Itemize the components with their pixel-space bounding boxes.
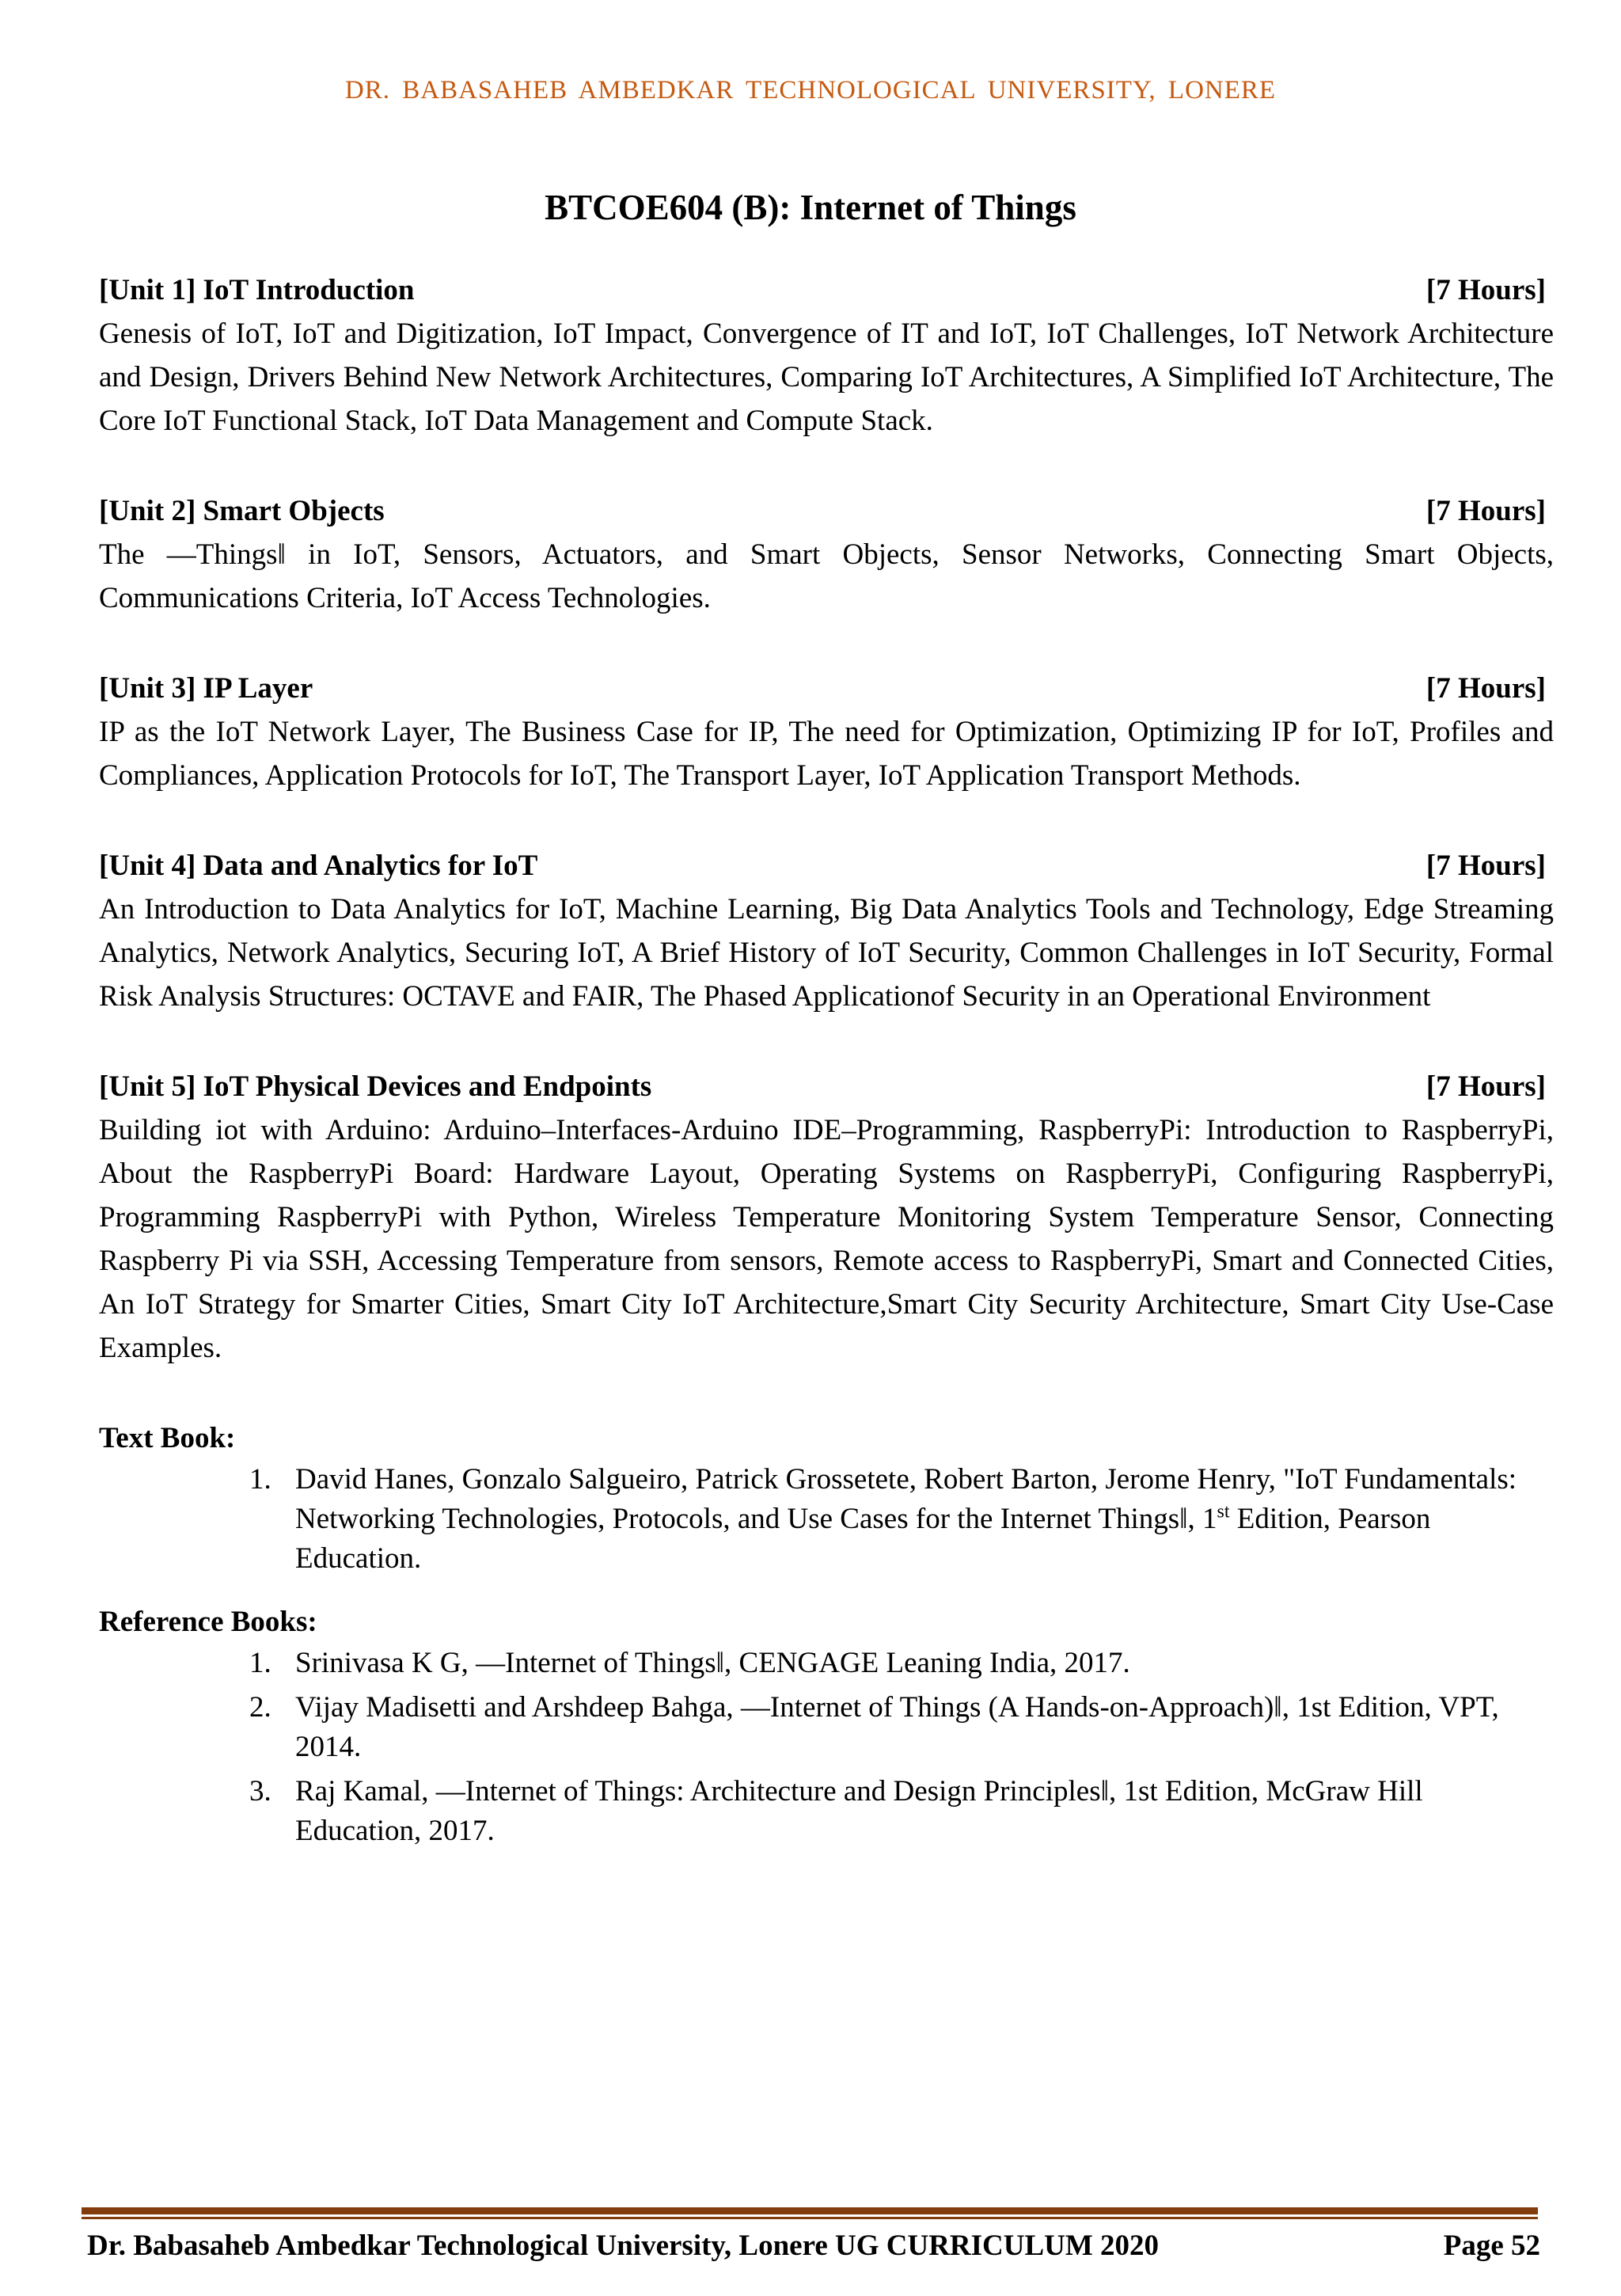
unit-2	[99, 490, 1554, 620]
syllabus-content	[99, 269, 1554, 1873]
unit-4-heading: [Unit 4] Data and Analytics for IoT	[99, 850, 538, 882]
list-item	[249, 1772, 1554, 1851]
text-book-heading: Text Book:	[99, 1422, 236, 1454]
unit-5-heading: [Unit 5] IoT Physical Devices and Endpoints	[99, 1070, 652, 1103]
unit-3-body: IP as the IoT Network Layer, The Business Case for IP, The need for Optimization, Optimizing IP for IoT, Profiles and Compliances, Application Protocols for IoT, The Transport Layer, IoT Application Transport Methods.	[99, 716, 1554, 792]
unit-3-heading: [Unit 3] IP Layer	[99, 672, 313, 705]
reference-book-entry: Raj Kamal, ―Internet of Things: Architecture and Design Principles‖, 1st Edition, McGraw Hill Education, 2017.	[295, 1775, 1423, 1847]
unit-5	[99, 1066, 1554, 1370]
list-item	[249, 1460, 1554, 1579]
unit-3	[99, 667, 1554, 797]
page-number: Page 52	[1443, 2229, 1540, 2262]
list-item	[249, 1644, 1554, 1683]
unit-1-body: Genesis of IoT, IoT and Digitization, IoT Impact, Convergence of IT and IoT, IoT Challenges, IoT Network Architecture and Design, Drivers Behind New Network Architectures, Comparing IoT Architectures, A Simplified IoT Architecture, The Core IoT Functional Stack, IoT Data Management and Compute Stack.	[99, 317, 1554, 437]
page-footer	[87, 2229, 1540, 2263]
unit-2-heading: [Unit 2] Smart Objects	[99, 495, 385, 527]
text-book-list	[249, 1460, 1554, 1579]
list-number: 1.	[249, 1463, 271, 1496]
unit-2-body: The ―Things‖ in IoT, Sensors, Actuators, and Smart Objects, Sensor Networks, Connecting Smart Objects, Communications Criteria, IoT Access Technologies.	[99, 538, 1554, 614]
unit-3-hours: [7 Hours]	[1425, 672, 1546, 705]
list-item	[249, 1688, 1554, 1767]
footer-university: Dr. Babasaheb Ambedkar Technological University, Lonere UG CURRICULUM 2020	[87, 2229, 1160, 2262]
reference-books-list	[249, 1644, 1554, 1851]
unit-4-body: An Introduction to Data Analytics for IoT, Machine Learning, Big Data Analytics Tools and Technology, Edge Streaming Analytics, Network Analytics, Securing IoT, A Brief History of IoT Security, Common Challenges in IoT Security, Formal Risk Analysis Structures: OCTAVE and FAIR, The Phased Applicationof Security in an Operational Environment	[99, 893, 1554, 1013]
footer-divider	[82, 2207, 1538, 2214]
unit-1	[99, 269, 1554, 443]
unit-4	[99, 845, 1554, 1018]
page-title: BTCOE604 (B): Internet of Things	[545, 188, 1076, 227]
reference-book-entry: Vijay Madisetti and Arshdeep Bahga, ―Internet of Things (A Hands-on-Approach)‖, 1st Edition, VPT, 2014.	[295, 1691, 1499, 1763]
page-header: DR. BABASAHEB AMBEDKAR TECHNOLOGICAL UNIVERSITY, LONERE	[344, 76, 1277, 105]
unit-5-body: Building iot with Arduino: Arduino–Interfaces-Arduino IDE–Programming, RaspberryPi: Introduction to RaspberryPi, About the RaspberryPi Board: Hardware Layout, Operating Systems on RaspberryPi, Configuring RaspberryPi, Programming RaspberryPi with Python, Wireless Temperature Monitoring System Temperature Sensor, Connecting Raspberry Pi via SSH, Accessing Temperature from sensors, Remote access to RaspberryPi, Smart and Connected Cities, An IoT Strategy for Smarter Cities, Smart City IoT Architecture,Smart City Security Architecture, Smart City Use-Case Examples.	[99, 1114, 1554, 1364]
reference-books-heading: Reference Books:	[99, 1606, 317, 1638]
list-number: 1.	[249, 1647, 271, 1679]
reference-book-entry: Srinivasa K G, ―Internet of Things‖, CENGAGE Leaning India, 2017.	[295, 1647, 1130, 1679]
unit-2-hours: [7 Hours]	[1425, 495, 1546, 527]
unit-5-hours: [7 Hours]	[1425, 1070, 1546, 1103]
list-number: 2.	[249, 1691, 271, 1724]
unit-4-hours: [7 Hours]	[1425, 850, 1546, 882]
unit-1-heading: [Unit 1] IoT Introduction	[99, 274, 415, 306]
list-number: 3.	[249, 1775, 271, 1808]
text-book-entry: David Hanes, Gonzalo Salgueiro, Patrick Grossetete, Robert Barton, Jerome Henry, "IoT Fundamentals: Networking Technologies, Protocols, and Use Cases for the Internet Things‖, 1st Edition, Pearson Education.	[295, 1463, 1517, 1575]
unit-1-hours: [7 Hours]	[1425, 274, 1546, 306]
footer-divider-thin	[82, 2217, 1538, 2219]
